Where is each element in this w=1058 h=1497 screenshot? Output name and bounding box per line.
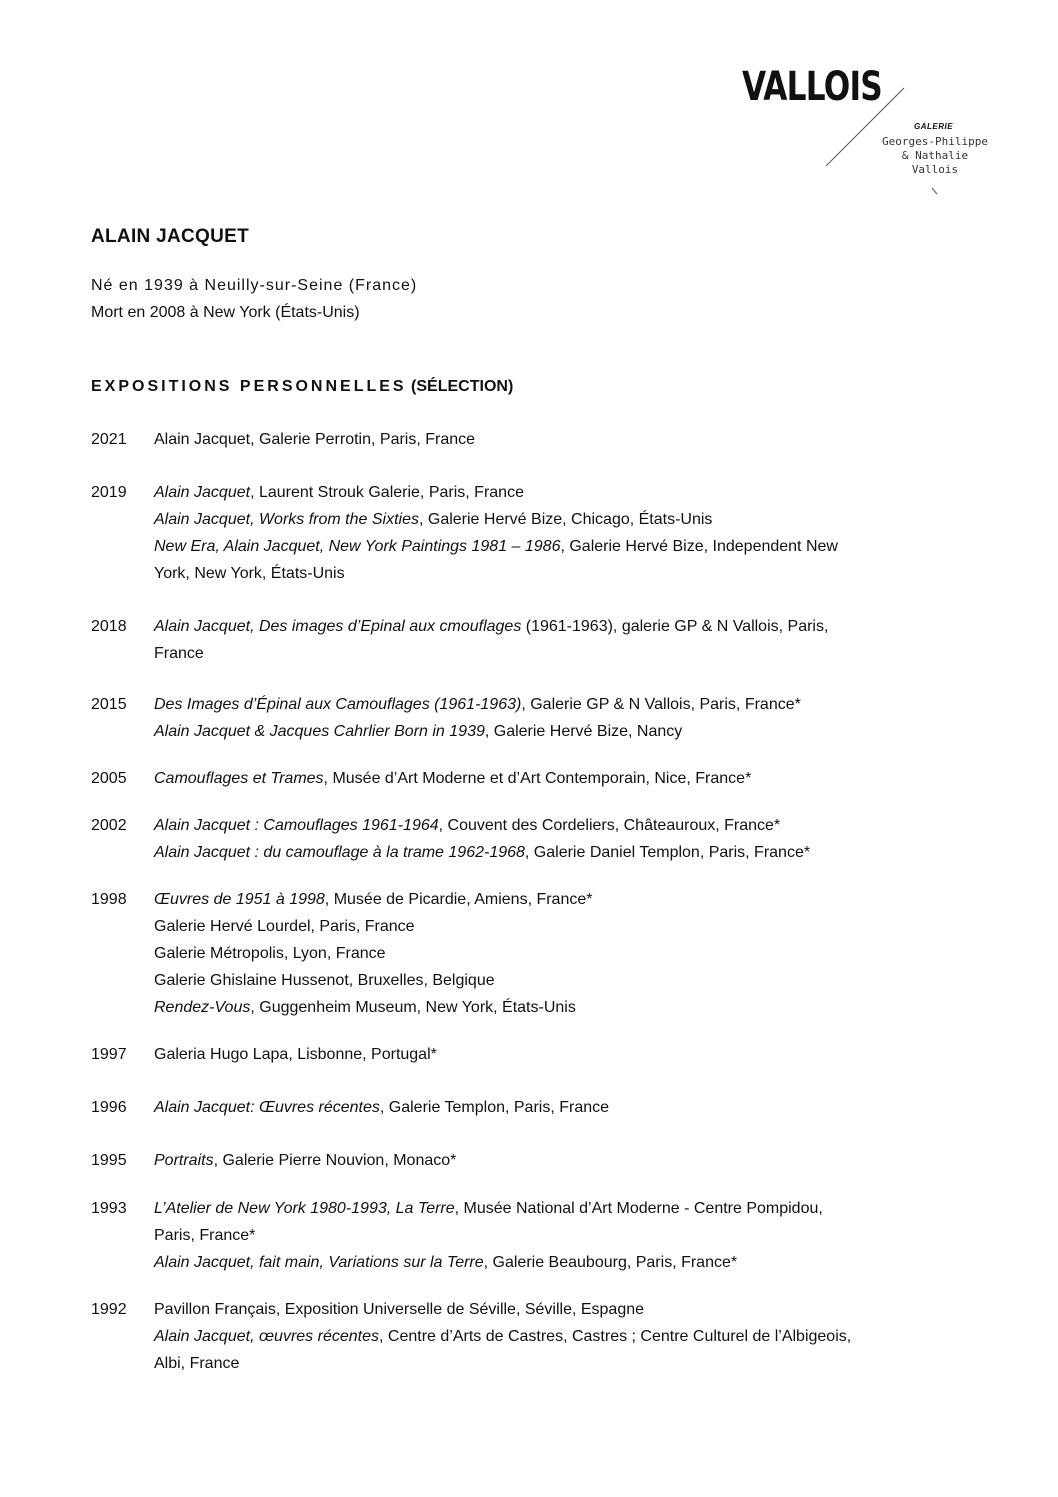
exhibition-details: , Galerie Hervé Bize, Independent New xyxy=(560,538,838,555)
exhibition-details: Alain Jacquet, Galerie Perrotin, Paris, France xyxy=(154,431,476,448)
exhibition-line xyxy=(154,765,971,792)
exhibition-title: Rendez-Vous xyxy=(154,999,251,1016)
exhibition-year: 1996 xyxy=(91,1099,127,1116)
exhibition-line xyxy=(154,691,971,718)
exhibition-title: Alain Jacquet & Jacques Cahrlier Born in 1939 xyxy=(154,723,485,740)
exhibition-year: 1995 xyxy=(91,1152,127,1169)
exhibition-details: , Centre d’Arts de Castres, Castres ; Centre Culturel de l’Albigeois, xyxy=(379,1328,852,1345)
exhibition-lines xyxy=(154,426,971,453)
exhibition-line xyxy=(154,506,971,533)
exhibition-year: 2021 xyxy=(91,431,127,448)
exhibition-title: Alain Jacquet : Camouflages 1961-1964 xyxy=(154,817,439,834)
exhibition-line xyxy=(154,967,971,994)
exhibition-year: 2005 xyxy=(91,770,127,787)
exhibition-lines xyxy=(154,1147,971,1174)
logo-name-line: Vallois xyxy=(911,163,959,176)
exhibition-line xyxy=(154,479,971,506)
exhibition-details: , Galerie Beaubourg, Paris, France* xyxy=(483,1254,738,1271)
exhibition-line xyxy=(154,560,971,587)
exhibition-lines xyxy=(154,691,971,745)
exhibition-line xyxy=(154,1249,971,1276)
exhibition-line xyxy=(154,718,971,745)
exhibition-lines xyxy=(154,1296,971,1377)
exhibition-details: France xyxy=(154,645,204,662)
exhibition-year: 2015 xyxy=(91,696,127,713)
exhibition-title: Alain Jacquet : du camouflage à la trame 1962-1968 xyxy=(154,844,525,861)
logo-galerie-label: GALERIE xyxy=(914,122,954,131)
exhibition-line xyxy=(154,613,971,640)
gallery-logo xyxy=(720,60,1020,200)
exhibition-list xyxy=(91,426,971,1377)
exhibition-entry xyxy=(91,886,971,1021)
exhibition-line xyxy=(154,812,971,839)
exhibition-details: , Galerie Templon, Paris, France xyxy=(379,1099,610,1116)
exhibition-title: Œuvres de 1951 à 1998 xyxy=(154,891,325,908)
exhibition-lines xyxy=(154,479,971,587)
section-heading-main: EXPOSITIONS PERSONNELLES xyxy=(91,378,407,395)
exhibition-details: York, New York, États-Unis xyxy=(154,565,345,582)
exhibition-line xyxy=(154,426,971,453)
exhibition-lines xyxy=(154,812,971,866)
exhibition-line xyxy=(154,886,971,913)
exhibition-title: Alain Jacquet: Œuvres récentes xyxy=(154,1099,380,1116)
exhibition-title: Portraits xyxy=(154,1152,214,1169)
exhibition-details: Galerie Hervé Lourdel, Paris, France xyxy=(154,918,415,935)
exhibition-line xyxy=(154,940,971,967)
logo-gallery-names xyxy=(876,135,994,177)
exhibition-title: Alain Jacquet, fait main, Variations sur la Terre xyxy=(154,1254,484,1271)
exhibition-details: , Galerie Daniel Templon, Paris, France* xyxy=(524,844,811,861)
exhibition-details: Paris, France* xyxy=(154,1227,256,1244)
exhibition-line xyxy=(154,994,971,1021)
exhibition-entry xyxy=(91,1195,971,1276)
exhibition-entry xyxy=(91,1147,971,1174)
exhibition-title: Alain Jacquet, œuvres récentes xyxy=(154,1328,379,1345)
exhibition-title: New Era, Alain Jacquet, New York Paintings 1981 – 1986 xyxy=(154,538,561,555)
exhibition-year: 1997 xyxy=(91,1046,127,1063)
exhibition-line xyxy=(154,1350,971,1377)
exhibition-line xyxy=(154,1296,971,1323)
exhibition-title: Alain Jacquet, Des images d’Epinal aux cmouflages xyxy=(154,618,522,635)
section-heading xyxy=(91,378,513,396)
exhibition-title: Alain Jacquet, Works from the Sixties xyxy=(154,511,419,528)
exhibition-details: Albi, France xyxy=(154,1355,240,1372)
exhibition-lines xyxy=(154,886,971,1021)
exhibition-lines xyxy=(154,1094,971,1121)
death-info: Mort en 2008 à New York (États-Unis) xyxy=(91,304,360,321)
exhibition-entry xyxy=(91,613,971,667)
section-heading-qualifier: (SÉLECTION) xyxy=(406,378,514,395)
exhibition-lines xyxy=(154,765,971,792)
exhibition-line xyxy=(154,1195,971,1222)
exhibition-entry xyxy=(91,1041,971,1068)
exhibition-entry xyxy=(91,479,971,587)
exhibition-line xyxy=(154,1094,971,1121)
exhibition-line xyxy=(154,533,971,560)
exhibition-details: , Musée de Picardie, Amiens, France* xyxy=(324,891,593,908)
exhibition-title: Camouflages et Trames xyxy=(154,770,324,787)
exhibition-lines xyxy=(154,613,971,667)
exhibition-entry xyxy=(91,812,971,866)
exhibition-title: Alain Jacquet xyxy=(154,484,251,501)
exhibition-lines xyxy=(154,1195,971,1276)
exhibition-line xyxy=(154,913,971,940)
exhibition-details: , Galerie GP & N Vallois, Paris, France* xyxy=(521,696,801,713)
exhibition-details: (1961-1963), galerie GP & N Vallois, Paris, xyxy=(521,618,829,635)
exhibition-details: , Musée d’Art Moderne et d’Art Contemporain, Nice, France* xyxy=(323,770,752,787)
exhibition-line xyxy=(154,1323,971,1350)
exhibition-details: Galerie Métropolis, Lyon, France xyxy=(154,945,386,962)
artist-bio xyxy=(91,272,417,326)
exhibition-details: , Galerie Hervé Bize, Nancy xyxy=(484,723,683,740)
exhibition-entry xyxy=(91,1094,971,1121)
exhibition-lines xyxy=(154,1041,971,1068)
exhibition-title: Des Images d’Épinal aux Camouflages (1961-1963) xyxy=(154,696,522,713)
exhibition-details: , Galerie Pierre Nouvion, Monaco* xyxy=(213,1152,457,1169)
exhibition-year: 1992 xyxy=(91,1301,127,1318)
exhibition-year: 2018 xyxy=(91,618,127,635)
exhibition-details: , Galerie Hervé Bize, Chicago, États-Unis xyxy=(418,511,713,528)
exhibition-details: , Musée National d’Art Moderne - Centre Pompidou, xyxy=(454,1200,823,1217)
exhibition-details: Galeria Hugo Lapa, Lisbonne, Portugal* xyxy=(154,1046,437,1063)
exhibition-year: 1993 xyxy=(91,1200,127,1217)
exhibition-title: L’Atelier de New York 1980-1993, La Terre xyxy=(154,1200,455,1217)
exhibition-year: 2002 xyxy=(91,817,127,834)
logo-wordmark: VALLOIS xyxy=(742,64,882,110)
exhibition-line xyxy=(154,839,971,866)
artist-name: ALAIN JACQUET xyxy=(91,226,250,247)
exhibition-entry xyxy=(91,691,971,745)
exhibition-details: , Couvent des Cordeliers, Châteauroux, France* xyxy=(438,817,781,834)
exhibition-line xyxy=(154,640,971,667)
exhibition-line xyxy=(154,1041,971,1068)
exhibition-details: , Laurent Strouk Galerie, Paris, France xyxy=(250,484,524,501)
exhibition-details: Galerie Ghislaine Hussenot, Bruxelles, Belgique xyxy=(154,972,495,989)
exhibition-line xyxy=(154,1222,971,1249)
exhibition-year: 1998 xyxy=(91,891,127,908)
exhibition-entry xyxy=(91,1296,971,1377)
exhibition-details: , Guggenheim Museum, New York, États-Unis xyxy=(250,999,576,1016)
logo-name-line: & Nathalie xyxy=(901,149,969,162)
logo-name-line: Georges-Philippe xyxy=(882,135,988,148)
birth-info: Né en 1939 à Neuilly-sur-Seine (France) xyxy=(91,277,418,294)
exhibition-details: Pavillon Français, Exposition Universelle de Séville, Séville, Espagne xyxy=(154,1301,645,1318)
exhibition-line xyxy=(154,1147,971,1174)
exhibition-entry xyxy=(91,426,971,453)
exhibition-year: 2019 xyxy=(91,484,127,501)
exhibition-entry xyxy=(91,765,971,792)
